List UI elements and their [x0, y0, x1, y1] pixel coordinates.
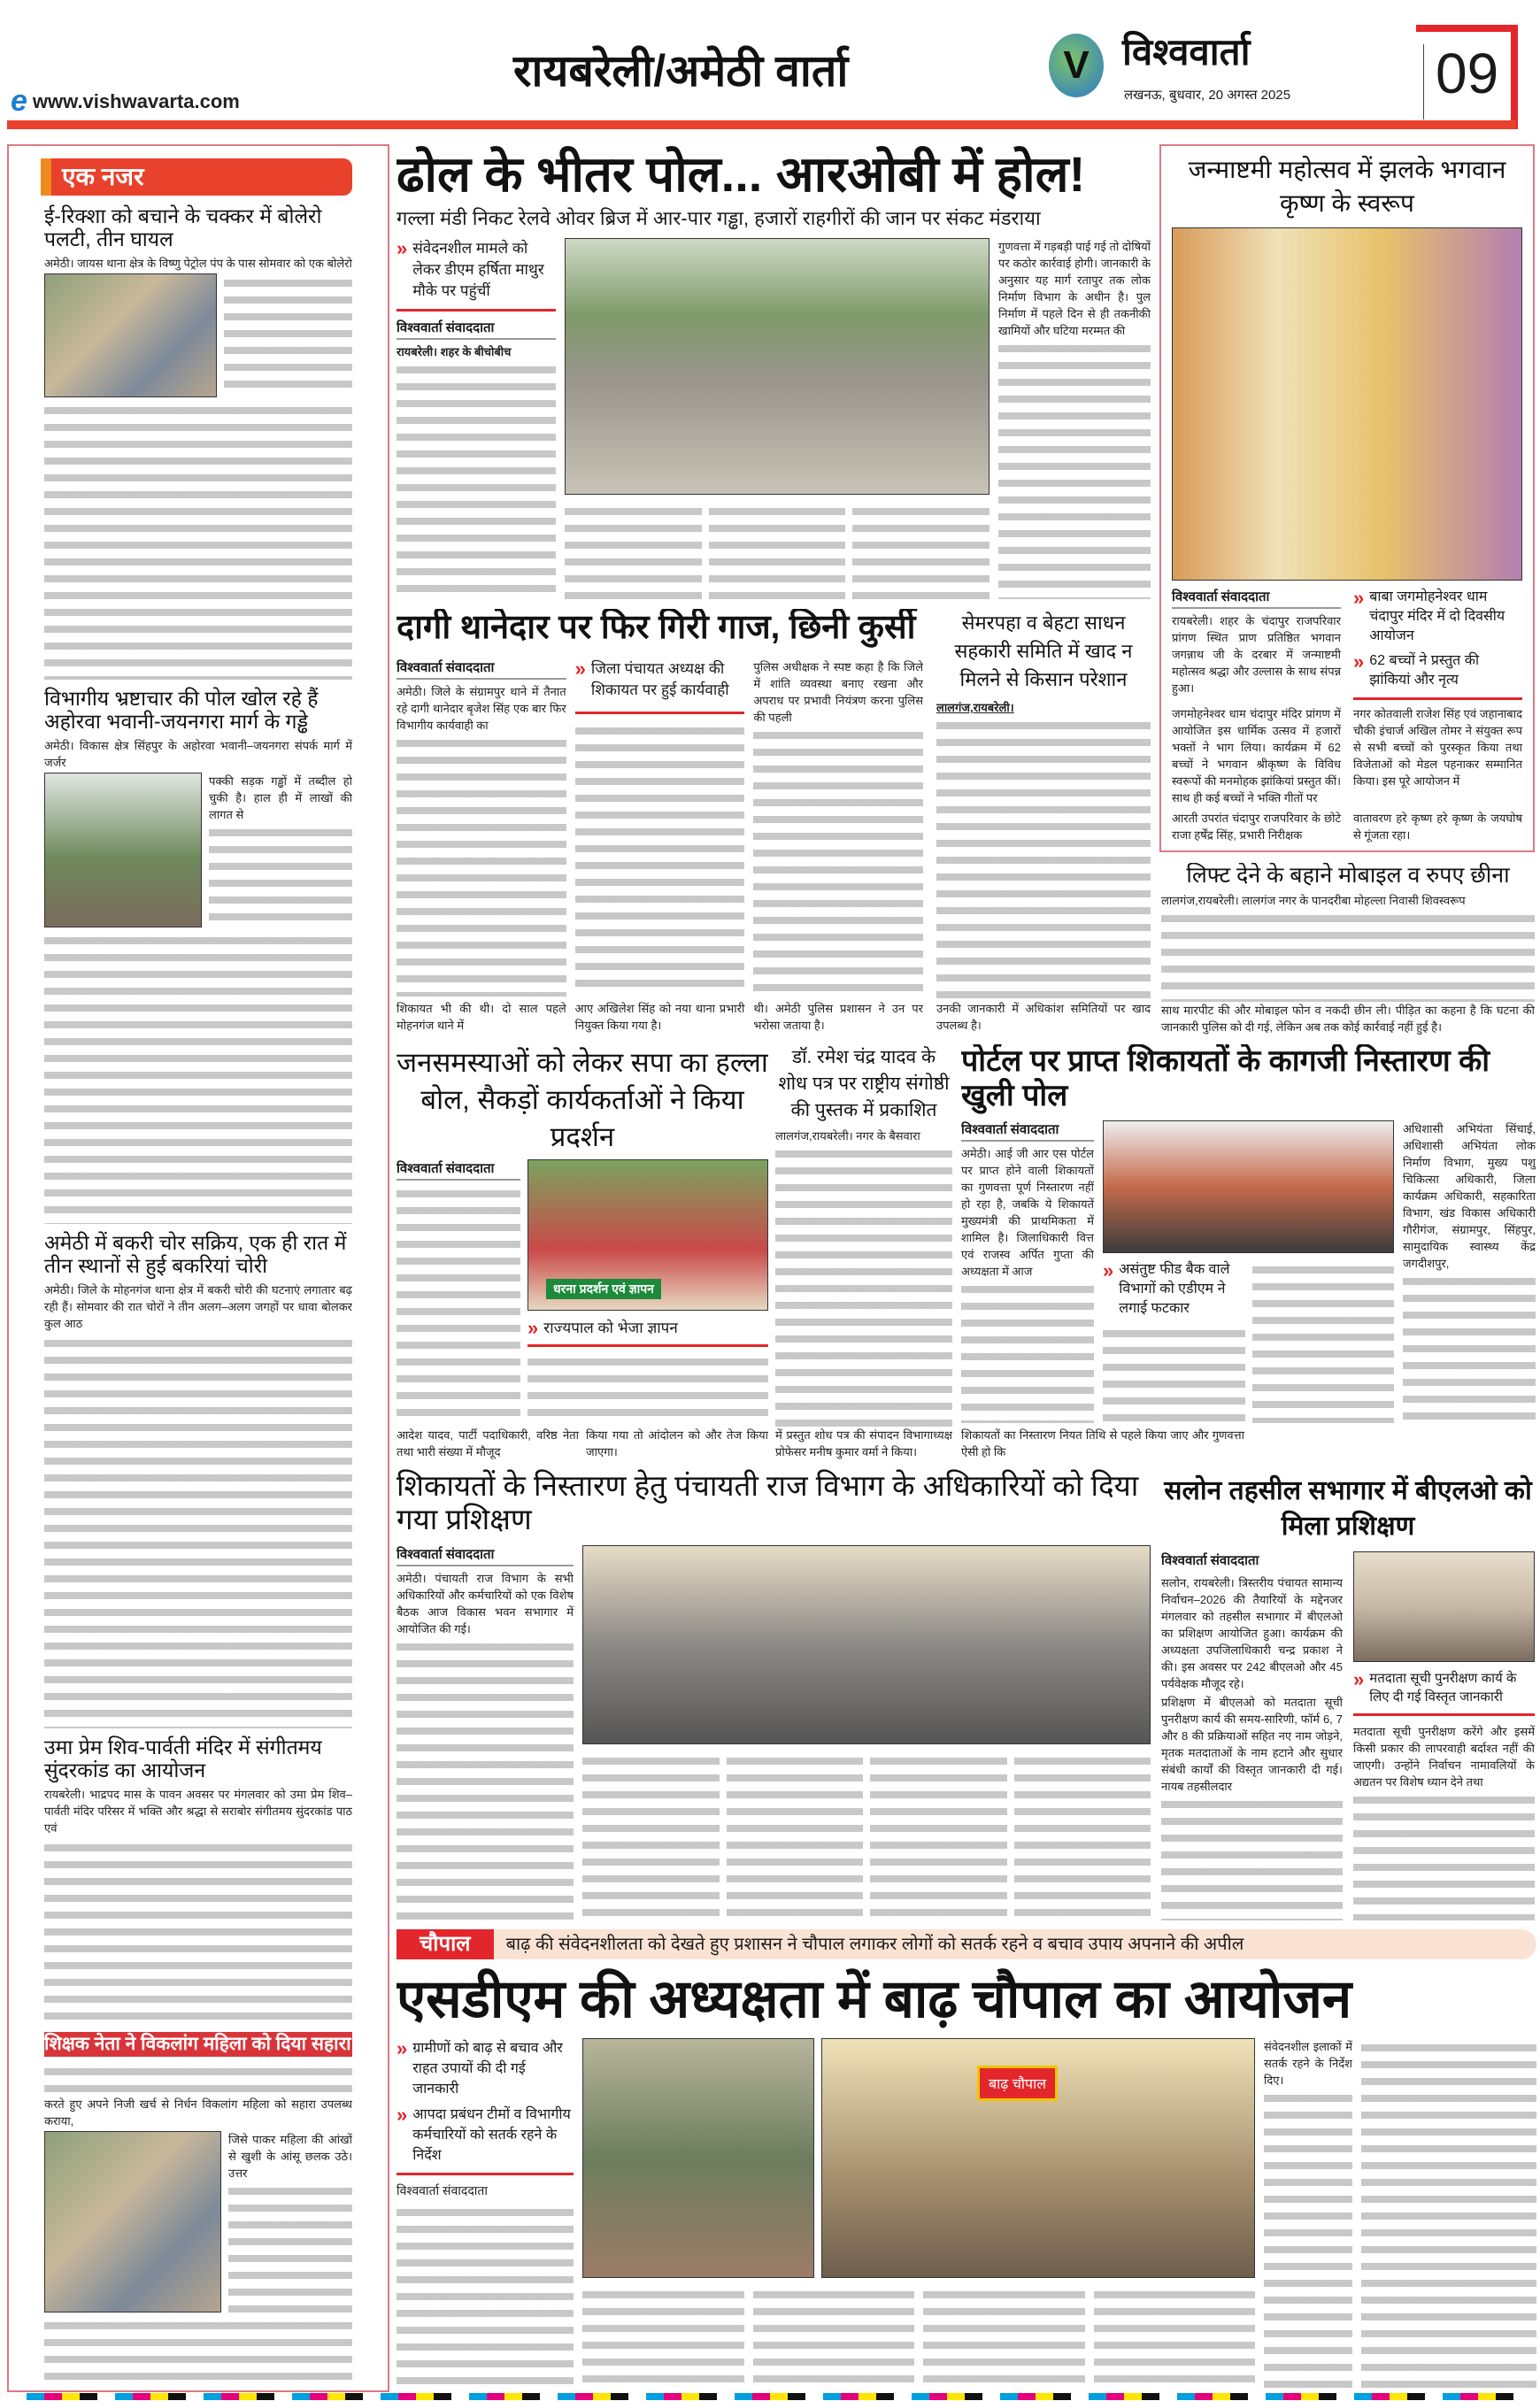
story-fertilizer: सेमरपहा व बेहटा साधन सहकारी समिति में खाद न मिलने से किसान परेशान लालगंज,रायबरेली। उनकी जानकारी में अधिकांश समितियों पर खाद उपलब्ध है।	[936, 612, 1151, 1032]
ek-nazar-banner: एक नजर	[41, 158, 352, 196]
highlight-bullet: » जिला पंचायत अध्यक्ष की शिकायत पर हुई कार्यवाही	[575, 658, 745, 701]
chevron-icon: »	[1353, 650, 1365, 673]
story-sp-protest: जनसमस्याओं को लेकर सपा का हल्ला बोल, सैकड़ों कार्यकर्ताओं ने किया प्रदर्शन विश्ववार्ता संवाददाता धरना प्रदर्शन एवं ज्ञापन » राज्यपाल को भेजा ज्ञापन आदेश यादव, पार्टी पदाधिकारी, वरिष्ठ नेता तथा भारी संख्या में मौजूद किया गया तो आंदोलन को और तेज किया जाएगा।	[397, 1047, 768, 1458]
section-title: रायबरेली/अमेठी वार्ता	[513, 46, 849, 96]
blo-training-photo	[1353, 1551, 1535, 1662]
highlight-bullet: » बाबा जगमोहनेश्वर धाम चंदापुर मंदिर में दो दिवसीय आयोजन	[1353, 588, 1522, 646]
story-panchayati-training: शिकायतों के निस्तारण हेतु पंचायती राज विभाग के अधिकारियों को दिया गया प्रशिक्षण विश्ववार्ता संवाददाता अमेठी। पंचायती राज विभाग के सभी अधिकारियों और कर्मचारियों को एक विशेष बैठक आज विकास भवन सभागार में आयोजित की गई।	[397, 1469, 1151, 1920]
website-link[interactable]	[11, 84, 240, 119]
chaupal-tag: चौपाल	[397, 1929, 494, 1959]
chaupal-strap-text: बाढ़ की संवेदनशीलता को देखते हुए प्रशासन ने चौपाल लगाकर लोगों को सतर्क रहने व बचाव उपाय अपनाने की अपील	[505, 1935, 1244, 1954]
masthead	[0, 0, 1540, 133]
rob-inspection-photo	[565, 238, 989, 495]
story-photo	[44, 273, 217, 397]
story-flood-chaupal: चौपाल बाढ़ की संवेदनशीलता को देखते हुए प्रशासन ने चौपाल लगाकर लोगों को सतर्क रहने व बचाव उपाय अपनाने की अपील एसडीएम की अध्यक्षता में बाढ़ चौपाल का आयोजन » ग्रामीणों को बाढ़ से बचाव और राहत उपायों की दी गई जानकारी » आपदा प्रबंधन टीमों व विभागीय कर्मचारियों को सतर्क रहने के निर्देश विश्ववार्ता संवाददाता बाढ़ चौपाल संवेदनशील इलाकों में सतर्क रहने के निर्देश दिए।	[397, 1929, 1536, 2391]
chevron-icon: »	[574, 658, 586, 680]
story-research-paper: डॉ. रमेश चंद्र यादव के शोध पत्र पर राष्ट्रीय संगोष्ठी की पुस्तक में प्रकाशित लालगंज,रायबरेली। नगर के बैसवारा में प्रस्तुत शोध पत्र की संपादन विभागाध्यक्ष प्रोफेसर मनीष कुमार वर्मा ने किया।	[775, 1047, 952, 1458]
brand-logo-icon: V	[1049, 34, 1104, 97]
browser-icon: e	[11, 84, 27, 118]
chevron-icon: »	[397, 2104, 408, 2126]
story-sundarkand: उमा प्रेम शिव-पार्वती मंदिर में संगीतमय सुंदरकांड का आयोजन रायबरेली। भाद्रपद मास के पावन अवसर पर मंगलवार को उमा प्रेम शिव–पार्वती मंदिर परिसर में भक्ति और श्रद्धा से सराबोर संगीतमय सुंदरकांड पाठ एवं	[44, 1735, 352, 2032]
page-number-box	[1416, 25, 1518, 129]
page-number: 09	[1436, 42, 1499, 105]
story-lift-robbery: लिफ्ट देने के बहाने मोबाइल व रुपए छीना लालगंज,रायबरेली। लालगंज नगर के पानदरीबा मोहल्ला निवासी शिवस्वरूप साथ मारपीट की और मोबाइल फोन व नकदी छीन ली। पीड़ित का कहना है कि घटना की जानकारी पुलिस को दी गई, लेकिन अब तक कोई कार्रवाई नहीं हुई है।	[1161, 863, 1535, 1034]
chevron-icon: »	[1353, 587, 1365, 609]
highlight-bullet: » मतदाता सूची पुनरीक्षण कार्य के लिए दी गई विस्तृत जानकारी	[1353, 1668, 1517, 1705]
chevron-icon: »	[1103, 1260, 1114, 1282]
chaupal-strap	[397, 1929, 1536, 1959]
registration-bar	[27, 2393, 1513, 2400]
highlight-bullet: » संवेदनशील मामले को लेकर डीएम हर्षिता माथुर मौके पर पहुंचीं	[397, 238, 556, 302]
meeting-photo	[1103, 1120, 1394, 1253]
chevron-icon: »	[397, 2038, 408, 2059]
story-portal-complaints: पोर्टल पर प्राप्त शिकायतों के कागजी निस्तारण की खुली पोल विश्ववार्ता संवाददाता अमेठी। आई जी आर एस पोर्टल पर प्राप्त होने वाली शिकायतों का गुणवत्ता पूर्ण निस्तारण नहीं हो रहा है, जबकि ये शिकायतें मुख्यमंत्री की प्राथमिकता में शामिल है। जिलाधिकारी वित्त एवं राजस्व अर्पित गुप्ता की अध्यक्षता में आज » असंतुष्ट फीड बैक वाले विभागों को एडीएम ने लगाई फटकार अधिशासी अभियंता सिंचाई, अधिशासी अभियंता लोक निर्माण विभाग, मुख्य पशु चिकित्सा अधिकारी, जिला कार्यक्रम अधिकारी, सहकारिता विभाग, खंड विकास अधिकारी गौरीगंज, संग्रामपुर, सिंहपुर, सामुदायिक स्वास्थ्य केंद्र जगदीशपुर, शिकायतों का निस्तारण नियत तिथि से पहले किया जाए और गुणवत्ता ऐसी हो कि	[961, 1044, 1536, 1458]
story-road-potholes: विभागीय भ्रष्टाचार की पोल खोल रहे हैं अहोरवा भवानी-जयनगरा मार्ग के गड्ढे अमेठी। विकास क्षेत्र सिंहपुर के अहोरवा भवानी–जयनगरा संपर्क मार्ग में जर्जर पक्की सड़क गड्ढों में तब्दील हो चुकी है। हाल ही में लाखों की लागत से	[44, 687, 352, 1231]
ek-nazar-column	[7, 144, 389, 2392]
website-url: www.vishwavarta.com	[32, 89, 240, 112]
training-photo	[582, 1545, 1151, 1745]
highlight-bullet: » असंतुष्ट फीड बैक वाले विभागों को एडीएम ने लगाई फटकार	[1103, 1260, 1245, 1319]
highlight-bullet: » 62 बच्चों ने प्रस्तुत की झांकियां और नृत्य	[1353, 651, 1522, 690]
chaupal-photo-1	[582, 2038, 814, 2278]
highlight-bullet: » राज्यपाल को भेजा ज्ञापन	[527, 1316, 678, 1339]
lead-headline: ढोल के भीतर पोल... आरओबी में होल!	[397, 146, 1086, 202]
chaupal-photo-2: बाढ़ चौपाल	[821, 2038, 1255, 2278]
highlight-bullet: » आपदा प्रबंधन टीमों व विभागीय कर्मचारियों को सतर्क रहने के निर्देश	[397, 2105, 574, 2166]
story-goat-theft: अमेठी में बकरी चोर सक्रिय, एक ही रात में तीन स्थानों से हुई बकरियां चोरी अमेठी। जिले के मोहनगंज थाना क्षेत्र में बकरी चोरी की घटनाएं लगातार बढ़ रही हैं। सोमवार की रात चोरों ने तीन अलग–अलग जगहों पर धावा बोलकर कुल आठ	[44, 1231, 352, 1735]
story-bolero: ई-रिक्शा को बचाने के चक्कर में बोलेरो पलटी, तीन घायल अमेठी। जायस थाना क्षेत्र के विष्णु पेट्रोल पंप के पास सोमवार को एक बोलेरो	[44, 204, 352, 687]
highlight-bullet: » ग्रामीणों को बाढ़ से बचाव और राहत उपायों की दी गई जानकारी	[397, 2038, 574, 2099]
lead-story-rob: ढोल के भीतर पोल... आरओबी में होल! गल्ला मंडी निकट रेलवे ओवर ब्रिज में आर-पार गड्ढा, हजारों राहगीरों की जान पर संकट मंडराया » संवेदनशील मामले को लेकर डीएम हर्षिता माथुर मौके पर पहुंचीं विश्ववार्ता संवाददाता रायबरेली। शहर के बीचोबीच गुणवत्ता में गड़बड़ी पाई गई तो दोषियों पर कठोर कार्रवाई होगी। जानकारी के अनुसार यह मार्ग रतापुर तक लोक निर्माण विभाग के अधीन है। पुल निर्माण में पहले दिन से ही तकनीकी खामियों और घटिया मरम्मत की	[397, 146, 1151, 599]
dateline: लखनऊ, बुधवार, 20 अगस्त 2025	[1124, 88, 1291, 103]
chevron-icon: »	[527, 1316, 539, 1339]
protest-photo: धरना प्रदर्शन एवं ज्ञापन	[527, 1159, 768, 1311]
story-dagi-thanedar: दागी थानेदार पर फिर गिरी गाज, छिनी कुर्सी विश्ववार्ता संवाददाता अमेठी। जिले के संग्रामपुर थाने में तैनात रहे दागी थानेदार बृजेश सिंह एक बार फिर विभागीय कार्यवाही का » जिला पंचायत अध्यक्ष की शिकायत पर हुई कार्यवाही पुलिस अधीक्षक ने स्पष्ट कहा है कि जिले में शांति व्यवस्था बनाए रखना और अपराध पर प्रभावी नियंत्रण करना पुलिस की पहली शिकायत भी की थी। दो साल पहले मोहनगंज थाने में आए अखिलेश सिंह को नया थाना प्रभारी नियुक्त किया गया है। थी। अमेठी पुलिस प्रशासन ने उन पर भरोसा जताया है।	[397, 609, 923, 1032]
janmashtami-photo	[1172, 227, 1522, 581]
story-photo	[44, 773, 202, 927]
story-janmashtami: जन्माष्टमी महोत्सव में झलके भगवान कृष्ण के स्वरूप विश्ववार्ता संवाददाता रायबरेली। शहर के चंदापुर राजपरिवार प्रांगण स्थित प्राण प्रतिष्ठित भगवान जगन्नाथ जी के दरबार में जन्माष्टमी महोत्सव श्रद्धा और उल्लास के साथ संपन्न हुआ। » बाबा जगमोहनेश्वर धाम चंदापुर मंदिर में दो दिवसीय आयोजन » 62 बच्चों ने प्रस्तुत की झांकियां और नृत्य जगमोहनेश्वर धाम चंदापुर मंदिर प्रांगण में आयोजित इस धार्मिक उत्सव में हजारों भक्तों ने भाग लिया। कार्यक्रम में 62 बच्चों ने भगवान श्रीकृष्ण के विविध स्वरूपों की मनमोहक झांकियां प्रस्तुत कीं। साथ ही कई बच्चों ने भक्ति गीतों पर नगर कोतवाली राजेश सिंह एवं जहानाबाद चौकी इंचार्ज अखिल तोमर ने संयुक्त रूप से सभी बच्चों को पुरस्कृत किया तथा विजेताओं को मेडल पहनाकर सम्मानित किया। इस पूरे आयोजन में आरती उपरांत चंदापुर राजपरिवार के छोटे राजा हर्षेंद्र सिंह, प्रभारी निरीक्षक वातावरण हरे कृष्ण हरे कृष्ण के जयघोष से गूंजता रहा।	[1159, 144, 1535, 852]
chevron-icon: »	[1353, 1668, 1365, 1690]
lead-subhead: गल्ला मंडी निकट रेलवे ओवर ब्रिज में आर-पार गड्ढा, हजारों राहगीरों की जान पर संकट मंडराया	[397, 207, 1041, 230]
header-rule	[7, 120, 1516, 129]
chevron-icon: »	[397, 238, 408, 260]
story-salon-blo: सलोन तहसील सभागार में बीएलओ को मिला प्रशिक्षण विश्ववार्ता संवाददाता सलोन, रायबरेली। त्रिस्तरीय पंचायत सामान्य निर्वाचन–2026 की तैयारियों के मद्देनजर मंगलवार को तहसील सभागार में बीएलओ का प्रशिक्षण आयोजित हुआ। कार्यक्रम की अध्यक्षता उपजिलाधिकारी चन्द्र प्रकाश ने की। इस अवसर पर 242 बीएलओ और 45 पर्यवेक्षक मौजूद रहे। प्रशिक्षण में बीएलओ को मतदाता सूची पुनरीक्षण कार्य की समय-सारिणी, फॉर्म 6, 7 और 8 की प्रक्रियाओं सहित नए नाम जोड़ने, मृतक मतदाताओं के नाम हटाने और सुधार संबंधी कार्यों की विस्तृत जानकारी दी गई। नायब तहसीलदार » मतदाता सूची पुनरीक्षण कार्य के लिए दी गई विस्तृत जानकारी मतदाता सूची पुनरीक्षण करेंगे और इसमें किसी प्रकार की लापरवाही बर्दाश्त नहीं की जाएगी। उन्होंने निर्वाचन नामावलियों के अद्यतन पर विशेष ध्यान देने तथा	[1161, 1474, 1535, 1920]
brand-name: विश्ववार्ता	[1122, 31, 1251, 73]
story-photo	[44, 2131, 221, 2313]
story-disabled-woman: शिक्षक नेता ने विकलांग महिला को दिया सहारा करते हुए अपने निजी खर्च से निर्धन विकलांग महिला को सहारा उपलब्ध कराया, जिसे पाकर महिला की आंखों से खुशी के आंसू छलक उठे। उत्तर	[44, 2032, 352, 2382]
chaupal-headline: एसडीएम की अध्यक्षता में बाढ़ चौपाल का आयोजन	[397, 1969, 1352, 2028]
